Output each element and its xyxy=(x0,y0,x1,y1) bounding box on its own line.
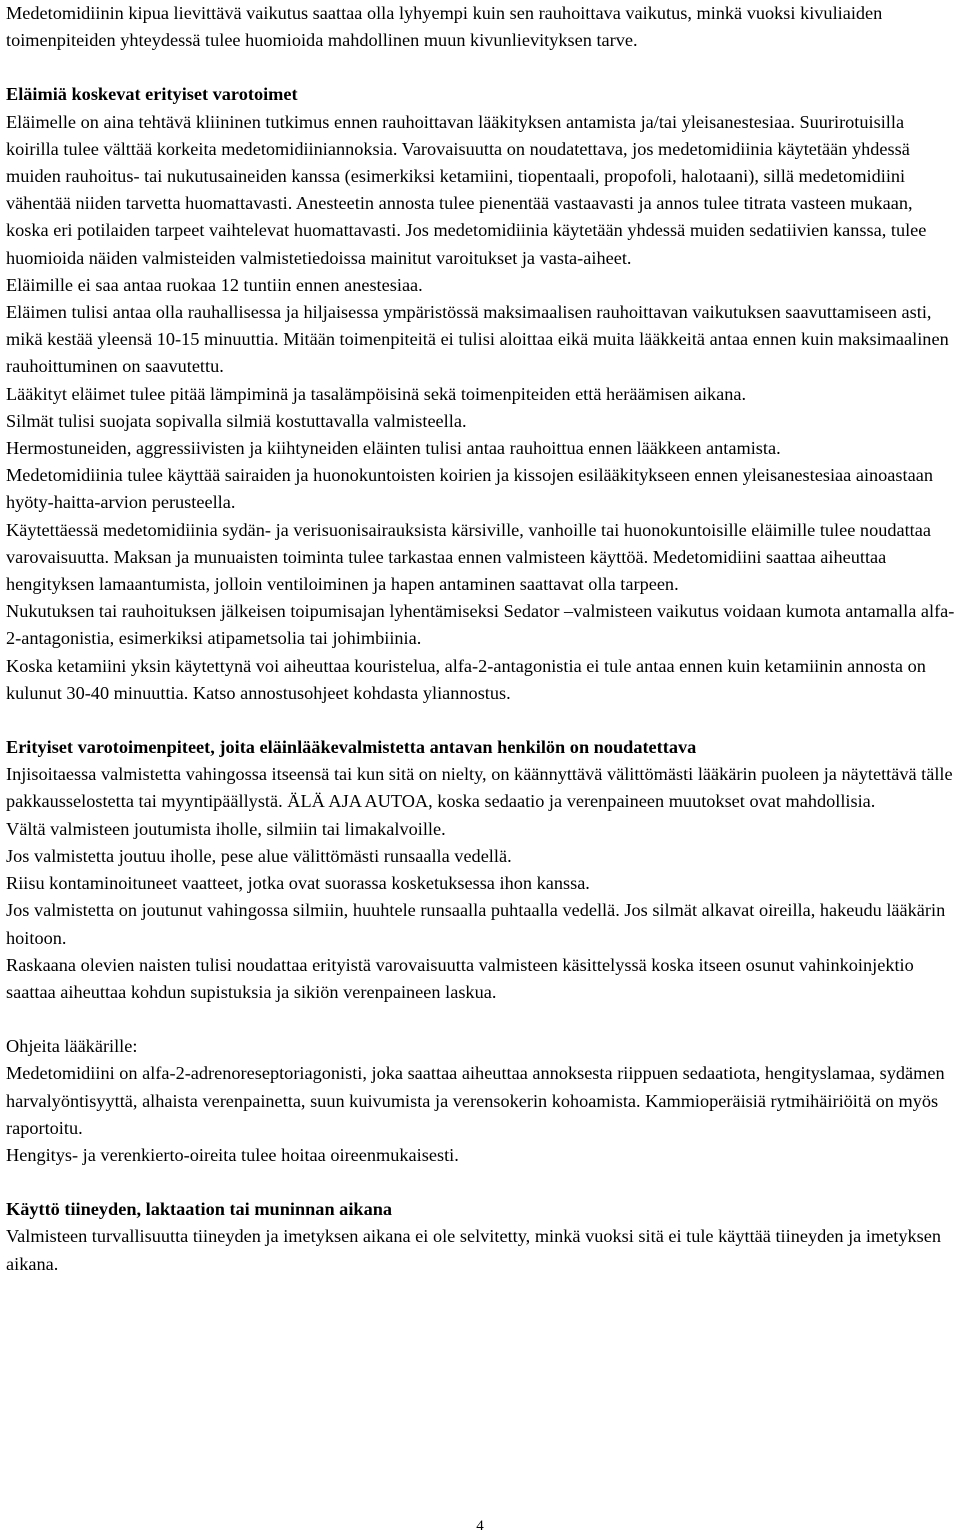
animals-paragraph-8: Käytettäessä medetomidiinia sydän- ja verisuonisairauksista kärsiville, vanhoille tai huonokuntoisille eläimille tulee noudattaa varovaisuutta. Maksan ja munuaisten toiminta tulee tarkastaa ennen valmisteen käyttöä. Medetomidiini saattaa aiheuttaa hengityksen lamaantumista, jolloin ventiloiminen ja hapen antaminen saattavat olla tarpeen. xyxy=(6,519,931,595)
animals-paragraph-5: Silmät tulisi suojata sopivalla silmiä kostuttavalla valmisteella. xyxy=(6,410,467,431)
animals-paragraph-2: Eläimille ei saa antaa ruokaa 12 tuntiin ennen anestesiaa. xyxy=(6,274,423,295)
spacer xyxy=(6,54,958,81)
animals-paragraph-4: Lääkityt eläimet tulee pitää lämpiminä ja tasalämpöisinä sekä toimenpiteiden että heräämisen aikana. xyxy=(6,383,747,404)
document-page xyxy=(6,0,958,1278)
pregnancy-paragraph-1: Valmisteen turvallisuutta tiineyden ja imetyksen aikana ei ole selvitetty, minkä vuoksi sitä ei tule käyttää tiineyden ja imetyksen aikana. xyxy=(6,1226,941,1274)
section-heading-animals: Eläimiä koskevat erityiset varotoimet xyxy=(6,84,298,105)
handler-paragraph-2: Vältä valmisteen joutumista iholle, silmiin tai limakalvoille. xyxy=(6,818,446,839)
handler-paragraph-6: Raskaana olevien naisten tulisi noudattaa erityistä varovaisuutta valmisteen käsittelyssä koska itseen osunut vahinkoinjektio saattaa aiheuttaa kohdun supistuksia ja sikiön verenpaineen laskua. xyxy=(6,954,914,1002)
handler-paragraph-1: Injisoitaessa valmistetta vahingossa itseensä tai kun sitä on nielty, on käännyttävä välittömästi lääkärin puoleen ja näytettävä tälle pakkausselostetta tai myyntipäällystä. ÄLÄ AJA AUTOA, koska sedaatio ja verenpaineen muutokset ovat mahdollisia. xyxy=(6,764,953,812)
animals-paragraph-3: Eläimen tulisi antaa olla rauhallisessa ja hiljaisessa ympäristössä maksimaalisen rauhoittavan vaikutuksen saavuttamiseen asti, mikä kestää yleensä 10-15 minuuttia. Mitään toimenpiteitä ei tulisi aloittaa eikä muita lääkkeitä antaa ennen kuin maksimaalinen rauhoittuminen on saavutettu. xyxy=(6,302,949,377)
animals-paragraph-1: Eläimelle on aina tehtävä kliininen tutkimus ennen rauhoittavan lääkityksen antamista ja/tai yleisanestesiaa. Suurirotuisilla koirilla tulee välttää korkeita medetomidiiniannoksia. Varovaisuutta on noudatettava, jos medetomidiinia käytetään yhdessä muiden rauhoitus- tai nukutusaineiden kanssa (esimerkiksi ketamiini, tiopentaali, propofoli, halotaani), sillä medetomidiini vähentää niiden tarvetta huomattavasti. Anesteetin annosta tulee pienentää vastaavasti ja annos tulee titrata vasteen mukaan, koska eri potilaiden tarpeet vaihtelevat huomattavasti. Jos medetomidiinia käytetään yhdessä muiden sedatiivien kanssa, tulee huomioida näiden valmisteiden valmistetiedoissa mainitut varoitukset ja vasta-aiheet. xyxy=(6,111,927,268)
animals-paragraph-10: Koska ketamiini yksin käytettynä voi aiheuttaa kouristelua, alfa-2-antagonistia ei tule antaa ennen kuin ketamiinin annosta on kulunut 30-40 minuuttia. Katso annostusohjeet kohdasta yliannostus. xyxy=(6,655,926,703)
handler-paragraph-4: Riisu kontaminoituneet vaatteet, jotka ovat suorassa kosketuksessa ihon kanssa. xyxy=(6,873,590,894)
intro-paragraph: Medetomidiinin kipua lievittävä vaikutus saattaa olla lyhyempi kuin sen rauhoittava vaikutus, minkä vuoksi kivuliaiden toimenpiteiden yhteydessä tulee huomioida mahdollinen muun kivunlievityksen tarve. xyxy=(6,3,883,51)
spacer xyxy=(6,1169,958,1196)
section-heading-pregnancy: Käyttö tiineyden, laktaation tai muninnan aikana xyxy=(6,1199,393,1220)
page-number: 4 xyxy=(476,1518,484,1534)
spacer xyxy=(6,1006,958,1033)
animals-paragraph-7: Medetomidiinia tulee käyttää sairaiden ja huonokuntoisten koirien ja kissojen esilääkitykseen ennen yleisanestesiaa ainoastaan hyöty-haitta-arvion perusteella. xyxy=(6,465,933,513)
doctor-paragraph-2: Hengitys- ja verenkierto-oireita tulee hoitaa oireenmukaisesti. xyxy=(6,1144,459,1165)
doctor-paragraph-1: Medetomidiini on alfa-2-adrenoreseptoriagonisti, joka saattaa aiheuttaa annoksesta riippuen sedaatiota, hengityslamaa, sydämen harvalyöntisyyttä, alhaista verenpainetta, suun kuivumista ja verensokerin kohoamista. Kammioperäisiä rytmihäiriöitä on myös raportoitu. xyxy=(6,1063,945,1138)
animals-paragraph-6: Hermostuneiden, aggressiivisten ja kiihtyneiden eläinten tulisi antaa rauhoittua ennen lääkkeen antamista. xyxy=(6,438,781,459)
animals-paragraph-9: Nukutuksen tai rauhoituksen jälkeisen toipumisajan lyhentämiseksi Sedator –valmisteen vaikutus voidaan kumota antamalla alfa-2-antagonistia, esimerkiksi atipametsolia tai johimbiinia. xyxy=(6,601,955,649)
section-heading-doctor: Ohjeita lääkärille: xyxy=(6,1036,138,1057)
section-heading-handler: Erityiset varotoimenpiteet, joita eläinlääkevalmistetta antavan henkilön on noudatettava xyxy=(6,737,697,758)
handler-paragraph-5: Jos valmistetta on joutunut vahingossa silmiin, huuhtele runsaalla puhtaalla vedellä. Jos silmät alkavat oireilla, hakeudu lääkärin hoitoon. xyxy=(6,900,946,948)
handler-paragraph-3: Jos valmistetta joutuu iholle, pese alue välittömästi runsaalla vedellä. xyxy=(6,845,512,866)
spacer xyxy=(6,707,958,734)
